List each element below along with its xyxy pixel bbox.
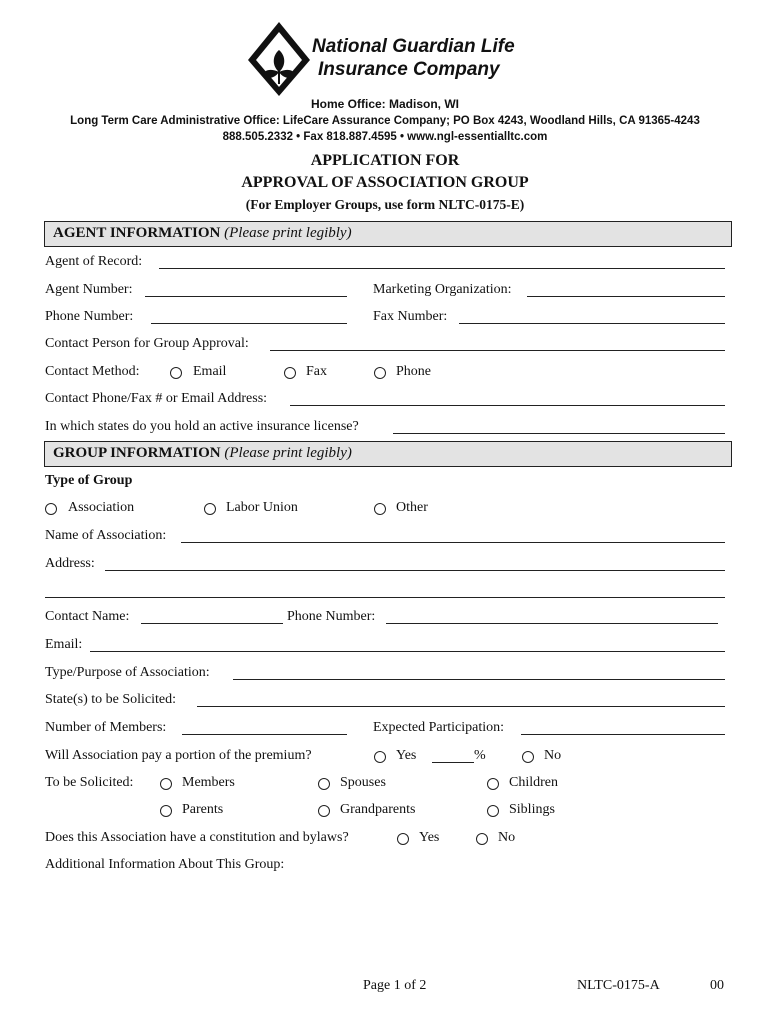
solicit-parents-radio[interactable] [160, 805, 172, 817]
solicit-grandparents-radio[interactable] [318, 805, 330, 817]
company-name-line1: National Guardian Life [312, 36, 515, 57]
phone-number-label: Phone Number: [45, 309, 134, 324]
association-name-label: Name of Association: [45, 528, 167, 543]
constitution-label: Does this Association have a constitution and bylaws? [45, 830, 349, 845]
contact-method-label: Contact Method: [45, 364, 140, 379]
agent-section-note: (Please print legibly) [224, 225, 352, 241]
agent-number-field[interactable] [145, 296, 347, 297]
address-field-line2[interactable] [45, 597, 725, 598]
contact-person-field[interactable] [270, 350, 725, 351]
contact-line: 888.505.2332 • Fax 818.887.4595 • www.ngl-essentialltc.com [222, 131, 548, 143]
agent-number-label: Agent Number: [45, 282, 133, 297]
solicit-members-label: Members [182, 775, 235, 790]
solicit-siblings-radio[interactable] [487, 805, 499, 817]
solicit-siblings-label: Siblings [509, 802, 555, 817]
pay-portion-yes-label: Yes [396, 748, 417, 763]
address-label: Address: [45, 556, 95, 571]
group-phone-label: Phone Number: [287, 609, 376, 624]
pay-portion-no-radio[interactable] [522, 751, 534, 763]
page-number: Page 1 of 2 [363, 978, 427, 993]
contact-name-field[interactable] [141, 623, 283, 624]
contact-person-label: Contact Person for Group Approval: [45, 336, 249, 351]
type-purpose-field[interactable] [233, 679, 725, 680]
contact-name-label: Contact Name: [45, 609, 130, 624]
type-association-radio[interactable] [45, 503, 57, 515]
email-field[interactable] [90, 651, 725, 652]
contact-method-email-radio[interactable] [170, 367, 182, 379]
association-name-field[interactable] [181, 542, 725, 543]
expected-participation-label: Expected Participation: [373, 720, 505, 735]
solicit-children-label: Children [509, 775, 558, 790]
agent-of-record-field[interactable] [159, 268, 725, 269]
additional-info-label: Additional Information About This Group: [45, 857, 285, 872]
admin-office: Long Term Care Administrative Office: LifeCare Assurance Company; PO Box 4243, Woodland Hills, CA 91365-4243 [70, 115, 700, 127]
contact-method-phone-radio[interactable] [374, 367, 386, 379]
marketing-org-field[interactable] [527, 296, 725, 297]
phone-number-field[interactable] [151, 323, 347, 324]
contact-address-label: Contact Phone/Fax # or Email Address: [45, 391, 268, 406]
contact-method-phone-label: Phone [396, 364, 431, 379]
home-office: Home Office: Madison, WI [310, 97, 459, 111]
form-version: 00 [710, 978, 724, 993]
pay-portion-label: Will Association pay a portion of the premium? [45, 748, 312, 763]
constitution-no-label: No [498, 830, 516, 845]
solicit-grandparents-label: Grandparents [340, 802, 416, 817]
type-of-group-heading: Type of Group [45, 473, 133, 488]
constitution-no-radio[interactable] [476, 833, 488, 845]
contact-method-fax-radio[interactable] [284, 367, 296, 379]
license-states-field[interactable] [393, 433, 725, 434]
group-section-header [44, 441, 732, 467]
contact-method-fax-label: Fax [306, 364, 327, 379]
contact-address-field[interactable] [290, 405, 725, 406]
group-phone-field[interactable] [386, 623, 718, 624]
to-be-solicited-label: To be Solicited: [45, 775, 134, 790]
pay-portion-percent-field[interactable] [432, 762, 474, 763]
constitution-yes-label: Yes [419, 830, 440, 845]
marketing-org-label: Marketing Organization: [373, 282, 512, 297]
contact-method-email-label: Email [193, 364, 227, 379]
states-solicited-field[interactable] [197, 706, 725, 707]
solicit-children-radio[interactable] [487, 778, 499, 790]
title-line2: APPROVAL OF ASSOCIATION GROUP [241, 174, 529, 191]
constitution-yes-radio[interactable] [397, 833, 409, 845]
type-labor-union-radio[interactable] [204, 503, 216, 515]
agent-of-record-label: Agent of Record: [45, 254, 143, 269]
address-field-line1[interactable] [105, 570, 725, 571]
states-solicited-label: State(s) to be Solicited: [45, 692, 177, 707]
group-section-note: (Please print legibly) [224, 445, 352, 461]
agent-section-header [44, 221, 732, 247]
additional-info-area[interactable] [45, 878, 725, 958]
license-states-label: In which states do you hold an active insurance license? [45, 419, 359, 434]
solicit-parents-label: Parents [182, 802, 224, 817]
percent-sign: % [474, 748, 486, 763]
fax-number-field[interactable] [459, 323, 725, 324]
type-labor-union-label: Labor Union [226, 500, 298, 515]
solicit-spouses-label: Spouses [340, 775, 386, 790]
group-section-title: GROUP INFORMATION [53, 445, 221, 461]
pay-portion-yes-radio[interactable] [374, 751, 386, 763]
title-line3: (For Employer Groups, use form NLTC-0175-E) [245, 197, 525, 212]
ngl-logo [244, 20, 314, 98]
solicit-members-radio[interactable] [160, 778, 172, 790]
type-association-label: Association [68, 500, 135, 515]
number-members-label: Number of Members: [45, 720, 167, 735]
solicit-spouses-radio[interactable] [318, 778, 330, 790]
pay-portion-no-label: No [544, 748, 562, 763]
type-purpose-label: Type/Purpose of Association: [45, 665, 210, 680]
company-name-line2: Insurance Company [318, 59, 500, 80]
email-label: Email: [45, 637, 83, 652]
type-other-radio[interactable] [374, 503, 386, 515]
form-number: NLTC-0175-A [577, 978, 660, 993]
fax-number-label: Fax Number: [373, 309, 448, 324]
type-other-label: Other [396, 500, 428, 515]
title-line1: APPLICATION FOR [310, 152, 460, 169]
expected-participation-field[interactable] [521, 734, 725, 735]
number-members-field[interactable] [182, 734, 347, 735]
agent-section-title: AGENT INFORMATION [53, 225, 221, 241]
